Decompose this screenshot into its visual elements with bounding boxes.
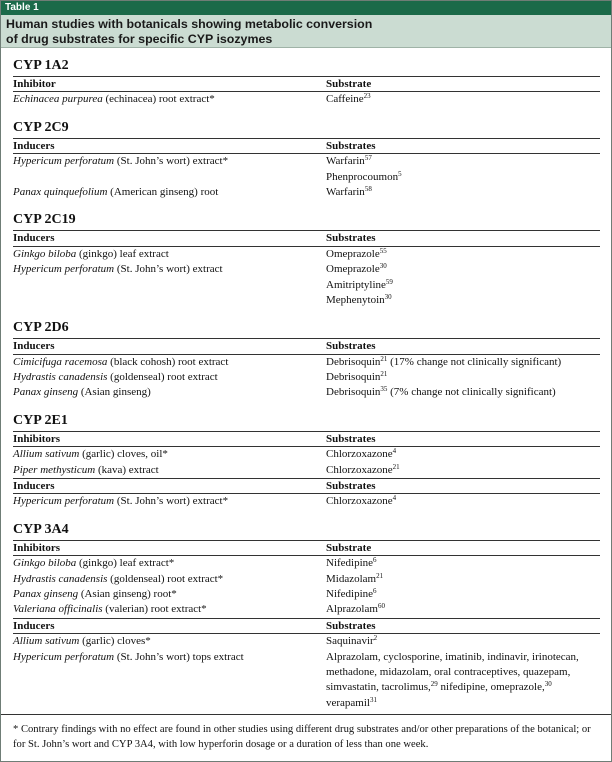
substrate-name: Warfarin	[326, 155, 365, 168]
reference-number: 23	[363, 92, 371, 101]
table-row	[13, 556, 611, 571]
substrate-name: Warfarin	[326, 185, 365, 198]
botanical-latin-name: Hypericum perforatum	[13, 495, 115, 508]
title-line-1: Human studies with botanicals showing metabolic conversion	[6, 17, 373, 31]
table-row	[13, 262, 611, 277]
substrate-cell	[326, 370, 387, 385]
table-row	[13, 185, 611, 200]
substrate-cell	[326, 587, 377, 602]
botanical-latin-name: Echinacea purpurea	[13, 93, 103, 106]
botanical-detail: (St. John’s wort) extract*	[114, 155, 229, 168]
table-row	[13, 587, 611, 602]
botanical-cell	[13, 634, 151, 649]
substrate-cell	[326, 278, 393, 293]
substrate-cell	[326, 247, 387, 262]
group-col2-label: Substrates	[326, 480, 376, 493]
table-row	[13, 602, 611, 617]
cyp-heading: CYP 2C9	[13, 119, 69, 135]
substrate-cell	[326, 665, 570, 680]
cyp-heading: CYP 1A2	[13, 58, 69, 73]
table-row	[13, 680, 611, 695]
cyp-heading: CYP 2C19	[13, 212, 76, 228]
botanical-cell	[13, 463, 159, 478]
group-col2-label: Substrates	[326, 340, 376, 353]
substrate-cell	[326, 494, 396, 509]
substrate-name: Mephenytoin	[326, 293, 385, 306]
botanical-cell	[13, 650, 244, 665]
substrate-cell	[326, 170, 402, 185]
table-row	[13, 247, 611, 262]
reference-number: 4	[392, 494, 397, 503]
botanical-cell	[13, 385, 151, 400]
reference-number: 58	[364, 184, 372, 193]
table-row	[13, 370, 611, 385]
botanical-latin-name: Panax ginseng	[13, 587, 79, 600]
substrate-name: Amitriptyline	[326, 278, 386, 291]
group-label: Inducers	[13, 480, 55, 493]
substrate-cell	[326, 154, 372, 169]
substrate-name: Debrisoquin	[326, 371, 381, 384]
table-row	[13, 154, 611, 169]
reference-number: 55	[379, 246, 387, 255]
botanical-cell	[13, 602, 207, 617]
substrate-name: Alprazolam, cyclosporine, imatinib, indinavir, irinotecan,	[326, 650, 579, 663]
substrate-name: Nifedipine	[326, 587, 374, 600]
botanical-latin-name: Ginkgo biloba	[13, 557, 77, 570]
substrate-name: Omeprazole	[326, 263, 380, 276]
botanical-cell	[13, 370, 218, 385]
botanical-cell	[13, 92, 215, 107]
botanical-cell	[13, 355, 228, 370]
botanical-latin-name: Ginkgo biloba	[13, 247, 77, 260]
botanical-latin-name: Allium sativum	[13, 448, 80, 461]
substrate-note: (7% change not clinically significant)	[387, 386, 556, 399]
reference-number: 57	[364, 154, 372, 163]
botanical-latin-name: Piper methysticum	[13, 463, 96, 476]
substrate-note: (17% change not clinically significant)	[387, 355, 562, 368]
botanical-detail: (goldenseal) root extract	[107, 371, 218, 384]
botanical-latin-name: Hypericum perforatum	[13, 155, 115, 168]
substrate-name: Phenprocoumon	[326, 170, 399, 183]
botanical-detail: (St. John’s wort) extract	[114, 263, 223, 276]
botanical-latin-name: Hypericum perforatum	[13, 650, 115, 663]
reference-number: 21	[380, 354, 388, 363]
group-header	[13, 76, 600, 92]
substrate-cell	[326, 696, 377, 711]
table-tag: Table 1	[1, 1, 611, 15]
table-row	[13, 650, 611, 665]
reference-number: 5	[398, 169, 402, 178]
group-label: Inducers	[13, 139, 55, 152]
botanical-cell	[13, 262, 223, 277]
substrate-cell	[326, 92, 371, 107]
cyp-heading: CYP 2D6	[13, 320, 69, 336]
reference-number: 60	[377, 602, 385, 611]
footnote: * Contrary findings with no effect are found in other studies using different drug substrates and/or other preparations of the botanical; or for St. John’s wort and CYP 3A4, with low hyperforin dosage or a duration of less than one week.	[1, 714, 611, 761]
botanical-latin-name: Hydrastis canadensis	[13, 572, 108, 585]
botanical-detail: (garlic) cloves, oil*	[79, 448, 168, 461]
table-row	[13, 463, 611, 478]
botanical-cell	[13, 556, 174, 571]
table-body	[1, 58, 611, 711]
group-header	[13, 618, 600, 634]
substrate-name: Omeprazole	[326, 247, 380, 260]
botanical-detail: (black cohosh) root extract	[107, 355, 229, 368]
botanical-latin-name: Hypericum perforatum	[13, 263, 115, 276]
botanical-detail: (goldenseal) root extract*	[107, 572, 224, 585]
reference-number: 30	[379, 262, 387, 271]
botanical-latin-name: Cimicifuga racemosa	[13, 355, 108, 368]
substrate-cell	[326, 634, 377, 649]
group-label: Inducers	[13, 619, 55, 632]
table-row	[13, 170, 611, 185]
botanical-latin-name: Hydrastis canadensis	[13, 371, 108, 384]
substrate-cell	[326, 680, 552, 695]
reference-number: 35	[380, 385, 388, 394]
botanical-detail: (St. John’s wort) tops extract	[114, 650, 244, 663]
substrate-cell	[326, 463, 400, 478]
botanical-latin-name: Panax ginseng	[13, 386, 79, 399]
table-row	[13, 634, 611, 649]
substrate-cell	[326, 293, 392, 308]
table-row	[13, 385, 611, 400]
botanical-detail: (St. John’s wort) extract*	[114, 495, 229, 508]
group-label: Inhibitors	[13, 432, 61, 445]
reference-number: 31	[369, 695, 377, 704]
reference-number: 6	[373, 556, 377, 565]
substrate-name: Alprazolam	[326, 603, 378, 616]
substrate-name: verapamil	[326, 696, 370, 709]
reference-number: 59	[385, 277, 393, 286]
substrate-note: nifedipine, omeprazole,	[437, 681, 545, 694]
group-header	[13, 338, 600, 354]
substrate-name: Midazolam	[326, 572, 377, 585]
botanical-cell	[13, 154, 228, 169]
reference-number: 21	[376, 571, 384, 580]
substrate-name: Chlorzoxazone	[326, 448, 393, 461]
substrate-cell	[326, 355, 561, 370]
table-row	[13, 696, 611, 711]
substrate-name: Nifedipine	[326, 557, 374, 570]
group-label: Inhibitor	[13, 78, 56, 90]
reference-number: 6	[373, 586, 377, 595]
botanical-detail: (kava) extract	[95, 463, 159, 476]
substrate-cell	[326, 262, 387, 277]
substrate-name: methadone, midazolam, oral contraceptives, quazepam,	[326, 665, 571, 678]
substrate-name: Chlorzoxazone	[326, 495, 393, 508]
substrate-cell	[326, 572, 383, 587]
table-row	[13, 355, 611, 370]
title-line-2: of drug substrates for specific CYP isozymes	[6, 31, 273, 46]
group-col2-label: Substrates	[326, 619, 376, 632]
botanical-detail: (Asian ginseng) root*	[78, 587, 177, 600]
group-header	[13, 138, 600, 154]
table-row	[13, 665, 611, 680]
group-label: Inducers	[13, 340, 55, 353]
reference-number: 21	[380, 370, 388, 379]
botanical-detail: (echinacea) root extract*	[102, 93, 215, 106]
botanical-cell	[13, 494, 228, 509]
group-header	[13, 478, 600, 494]
botanical-cell	[13, 572, 223, 587]
substrate-cell	[326, 556, 377, 571]
substrate-name: Saquinavir	[326, 635, 374, 648]
botanical-cell	[13, 247, 169, 262]
substrate-name: simvastatin, tacrolimus,	[326, 681, 431, 694]
table-row	[13, 494, 611, 509]
botanical-latin-name: Valeriana officinalis	[13, 603, 103, 616]
substrate-cell	[326, 185, 372, 200]
group-header	[13, 540, 600, 556]
substrate-cell	[326, 602, 385, 617]
group-col2-label: Substrate	[326, 78, 372, 90]
reference-number: 4	[392, 447, 397, 456]
substrate-name: Debrisoquin	[326, 355, 381, 368]
cyp-heading: CYP 2E1	[13, 412, 68, 428]
substrate-cell	[326, 385, 556, 400]
botanical-detail: (ginkgo) leaf extract	[76, 247, 169, 260]
table-row	[13, 278, 611, 293]
reference-number: 30	[544, 680, 552, 689]
group-col2-label: Substrates	[326, 232, 376, 245]
substrate-name: Caffeine	[326, 93, 364, 106]
reference-number: 30	[384, 292, 392, 301]
botanical-detail: (Asian ginseng)	[78, 386, 151, 399]
botanical-cell	[13, 447, 168, 462]
table-row	[13, 572, 611, 587]
reference-number: 29	[430, 680, 438, 689]
substrate-cell	[326, 650, 579, 665]
botanical-detail: (American ginseng) root	[107, 185, 219, 198]
reference-number: 21	[392, 462, 400, 471]
table-row	[13, 447, 611, 462]
botanical-cell	[13, 587, 177, 602]
substrate-name: Chlorzoxazone	[326, 463, 393, 476]
cyp-heading: CYP 3A4	[13, 521, 69, 537]
substrate-name: Debrisoquin	[326, 386, 381, 399]
table-title	[1, 15, 611, 48]
substrate-cell	[326, 447, 396, 462]
group-label: Inhibitors	[13, 541, 61, 554]
table-row	[13, 92, 611, 107]
group-label: Inducers	[13, 232, 55, 245]
group-header	[13, 230, 600, 246]
group-col2-label: Substrate	[326, 541, 372, 554]
botanical-latin-name: Panax quinquefolium	[13, 185, 108, 198]
botanical-latin-name: Allium sativum	[13, 635, 80, 648]
botanical-detail: (valerian) root extract*	[102, 603, 207, 616]
table-row	[13, 293, 611, 308]
group-col2-label: Substrates	[326, 139, 376, 152]
botanical-detail: (garlic) cloves*	[79, 635, 151, 648]
group-header	[13, 431, 600, 447]
botanical-cell	[13, 185, 218, 200]
botanical-detail: (ginkgo) leaf extract*	[76, 557, 175, 570]
group-col2-label: Substrates	[326, 432, 376, 445]
reference-number: 2	[373, 634, 378, 643]
